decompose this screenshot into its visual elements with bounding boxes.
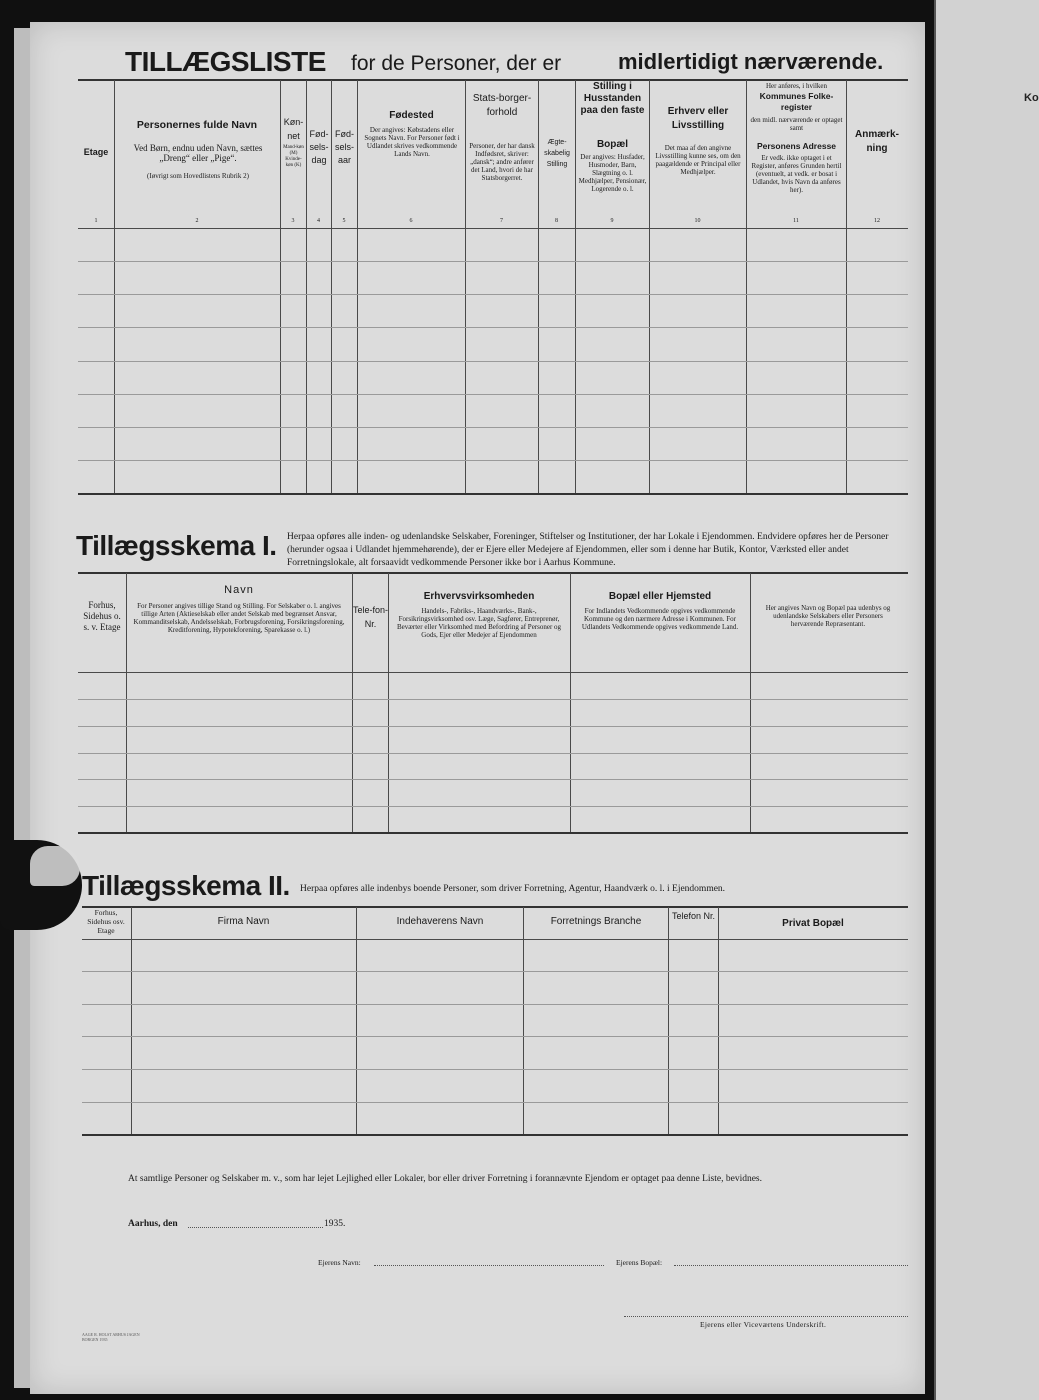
signature-label: Ejerens eller Viceværtens Underskrift. (700, 1320, 827, 1329)
table1-row-line (78, 261, 908, 262)
skema2-col-telefon-header: Telefon Nr. (671, 911, 716, 921)
certification-text: At samtlige Personer og Selskaber m. v., som har lejet Lejlighed eller Lokaler, bor eller driver Forretning i forannævnte Ejendom er optaget paa denne Liste, bevidnes. (128, 1174, 762, 1184)
col-number: 4 (317, 218, 320, 224)
table2-row-line (78, 753, 908, 754)
table1-bottom-border (78, 493, 908, 495)
skema1-col-erhverv-header: Erhvervsvirksomheden (423, 591, 535, 602)
col-number: 11 (793, 218, 799, 224)
table3-col-line (356, 907, 357, 1134)
table1-col-line (114, 80, 115, 493)
skema2-col-indehaver-header: Indehaverens Navn (396, 916, 484, 927)
col-number: 10 (694, 218, 701, 224)
col-erhverv-header: Erhverv eller Livsstilling (667, 106, 729, 131)
table1-header-border (78, 228, 908, 229)
tillaegsliste-title: TILLÆGSLISTE (125, 46, 326, 77)
table2-row-line (78, 699, 908, 700)
table3-col-line (523, 907, 524, 1134)
skema2-col-bopael-header: Privat Bopæl (782, 918, 844, 929)
col-number: 1 (94, 218, 98, 224)
skema1-col-etage-header: Forhus, Sidehus o. s. v. Etage (83, 600, 121, 632)
table2-top-border (78, 572, 908, 574)
col-stilling-note: Der angives: Husfader, Husmoder, Barn, Slægtning o. l. Medhjælper, Pensionær, Logerende o. l. (578, 153, 647, 193)
table3-header-border (82, 939, 908, 940)
table3-top-border (82, 906, 908, 908)
col-anmaerkning-header: Anmærk-ning (855, 129, 899, 154)
owner-name-line (374, 1265, 604, 1266)
col-erhverv-note: Det maa af den angivne Livsstilling kunne ses, om den paagældende er Principal eller Medhjælper. (655, 144, 741, 176)
skema1-col-bopael-header: Bopæl eller Hjemsted (608, 591, 712, 602)
col-fodselsdag-header: Fød-sels-dag (309, 129, 329, 165)
table3-col-line (668, 907, 669, 1134)
table2-col-line (570, 573, 571, 832)
table2-row-line (78, 779, 908, 780)
col-number: 3 (291, 218, 295, 224)
table2-bottom-border (78, 832, 908, 834)
skema2-title: Tillægsskema II. (82, 870, 290, 901)
table3-bottom-border (82, 1134, 908, 1136)
col-adresse-header: Personens Adresse (756, 141, 837, 151)
col-folkeregister-pre: Her anføres, i hvilken (765, 82, 828, 90)
skema1-col-repraesentant-note: Her angives Navn og Bopæl paa udenbys og udenlandske Selskabers eller Personers herværende Repræsentant. (765, 604, 891, 628)
table3-row-line (82, 971, 908, 972)
year: 1935. (324, 1219, 346, 1229)
table1-top-border (78, 79, 908, 81)
col-number: 5 (342, 218, 346, 224)
table1-row-line (78, 394, 908, 395)
table1-col-line (465, 80, 466, 493)
col-statsborger-note: Personer, der har dansk Indfødsret, skriver: „dansk“; andre anfører det Land, hvori de har Statsborgerret. (469, 142, 535, 182)
table1-row-line (78, 460, 908, 461)
skema1-col-navn-note: For Personer angives tillige Stand og Stilling. For Selskaber o. l. angives tillige Arten (Aktieselskab eller andet Selskab med begrænset Ansvar, Kommanditselskab, Andelsselskab, Forbrugsforening, Forsikringsforening, Kreditforening, Hypotekforening, Sparekasse o. l.) (133, 602, 345, 634)
table1-row-line (78, 294, 908, 295)
col-folkeregister-header: Kommunes Folke-register (759, 91, 834, 112)
table2-col-line (750, 573, 751, 832)
skema1-col-bopael-note: For Indlandets Vedkommende opgives vedkommende Kommune og den nærmere Adresse i Kommunen. For Udlandets Vedkommende opgives vedkommende Land. (581, 607, 739, 631)
table3-col-line (718, 907, 719, 1134)
thumb-highlight (30, 846, 80, 886)
skema1-col-navn-header: Navn (224, 584, 254, 596)
signature-line (624, 1316, 908, 1317)
col-fodested-note: Der angives: Købstadens eller Sognets Navn. For Personer født i Udlandet skrives vedkommende Lands Navn. (364, 126, 460, 158)
table3-row-line (82, 1069, 908, 1070)
skema1-intro: Herpaa opføres alle inden- og udenlandske Selskaber, Foreninger, Stiftelser og Institutioner, der har Lokale i Ejendommen. Endvidere opføres her de Personer (herunder ogsaa i Udlandet hjemmehørende), der er Ejere eller Medejere af Ejendommen, eller som i denne har Butik, Kontor, Værksted eller andet Forretningslokale, alt forsaavidt vedkommende Personer ikke bor i Aarhus Kommune. (287, 532, 889, 568)
tillaegsliste-subtitle-2: midlertidigt nærværende. (618, 49, 884, 74)
col-stilling-bopael: Bopæl (596, 139, 629, 150)
col-folkeregister-note: den midl. nærværende er optaget samt (750, 116, 843, 132)
col-etage-header: Etage (83, 147, 109, 157)
table1-col-line (746, 80, 747, 493)
col-number: 6 (409, 218, 413, 224)
col-stilling-header: Stilling i Husstanden paa den faste (580, 81, 645, 116)
table2-row-line (78, 726, 908, 727)
tillaegsliste-subtitle-1: for de Personer, der er (351, 52, 562, 75)
col-number: 9 (610, 218, 614, 224)
col-navn-header: Personernes fulde Navn (136, 119, 258, 131)
col-number: 8 (555, 218, 558, 224)
col-navn-note: Ved Børn, endnu uden Navn, sættes „Dreng“ eller „Pige“. (133, 143, 263, 163)
adjacent-page (934, 0, 1039, 1400)
col-kon-note: Mand-køn (M) Kvinde-køn (K) (283, 145, 304, 168)
skema2-col-etage-header: Forhus, Sidehus osv. Etage (87, 908, 125, 935)
skema1-col-telefon-header: Tele-fon-Nr. (353, 605, 389, 629)
table3-row-line (82, 1102, 908, 1103)
col-statsborger-header: Stats-borger-forhold (472, 93, 532, 118)
skema1-col-erhverv-note: Handels-, Fabriks-, Haandværks-, Bank-, Forsikringsvirksomhed osv. Læge, Sagfører, Entreprenør, Beværter eller Virksomhed med Befordring af Personer og Gods, Ejer eller Medejer af Ejendommen (396, 607, 562, 639)
table1-row-line (78, 327, 908, 328)
skema2-col-branche-header: Forretnings Branche (550, 916, 642, 927)
table3-col-line (131, 907, 132, 1134)
place-label: Aarhus, den (128, 1219, 178, 1229)
table2-col-line (388, 573, 389, 832)
col-number: 2 (195, 218, 199, 224)
date-line (188, 1227, 323, 1228)
table1-row-line (78, 361, 908, 362)
table2-row-line (78, 806, 908, 807)
adjacent-page-header: Ko (1024, 92, 1039, 104)
col-aegteskab-header: Ægte-skabelig Stilling (544, 139, 570, 168)
owner-address-label: Ejerens Bopæl: (616, 1258, 663, 1267)
col-adresse-note: Er vedk. ikke optaget i et Register, anføres Grunden hertil (eventuelt, at vedk. er bosat i Udlandet, hvis Navn da anføres her). (751, 154, 842, 194)
col-number: 7 (500, 218, 503, 224)
table1-row-line (78, 427, 908, 428)
table3-row-line (82, 1036, 908, 1037)
skema2-intro: Herpaa opføres alle indenbys boende Personer, som driver Forretning, Agentur, Haandværk o. l. i Ejendommen. (300, 884, 726, 894)
skema1-title: Tillægsskema I. (76, 530, 277, 561)
table3-row-line (82, 1004, 908, 1005)
table1-col-line (357, 80, 358, 493)
owner-name-label: Ejerens Navn: (318, 1258, 361, 1267)
col-navn-note2: (Iøvrigt som Hovedlistens Rubrik 2) (147, 172, 249, 180)
col-fodested-header: Fødested (389, 110, 434, 121)
skema2-col-firma-header: Firma Navn (217, 916, 270, 927)
col-fodselsaar-header: Fød-sels-aar (334, 129, 354, 165)
col-number: 12 (874, 218, 880, 224)
printer-imprint: AAGE R. HOLST ARHUS JAGEN BORGEN 1935 (82, 1332, 140, 1342)
owner-address-line (674, 1265, 908, 1266)
table2-header-border (78, 672, 908, 673)
col-kon-header: Køn-net (283, 117, 304, 141)
table2-col-line (126, 573, 127, 832)
table1-col-line (649, 80, 650, 493)
